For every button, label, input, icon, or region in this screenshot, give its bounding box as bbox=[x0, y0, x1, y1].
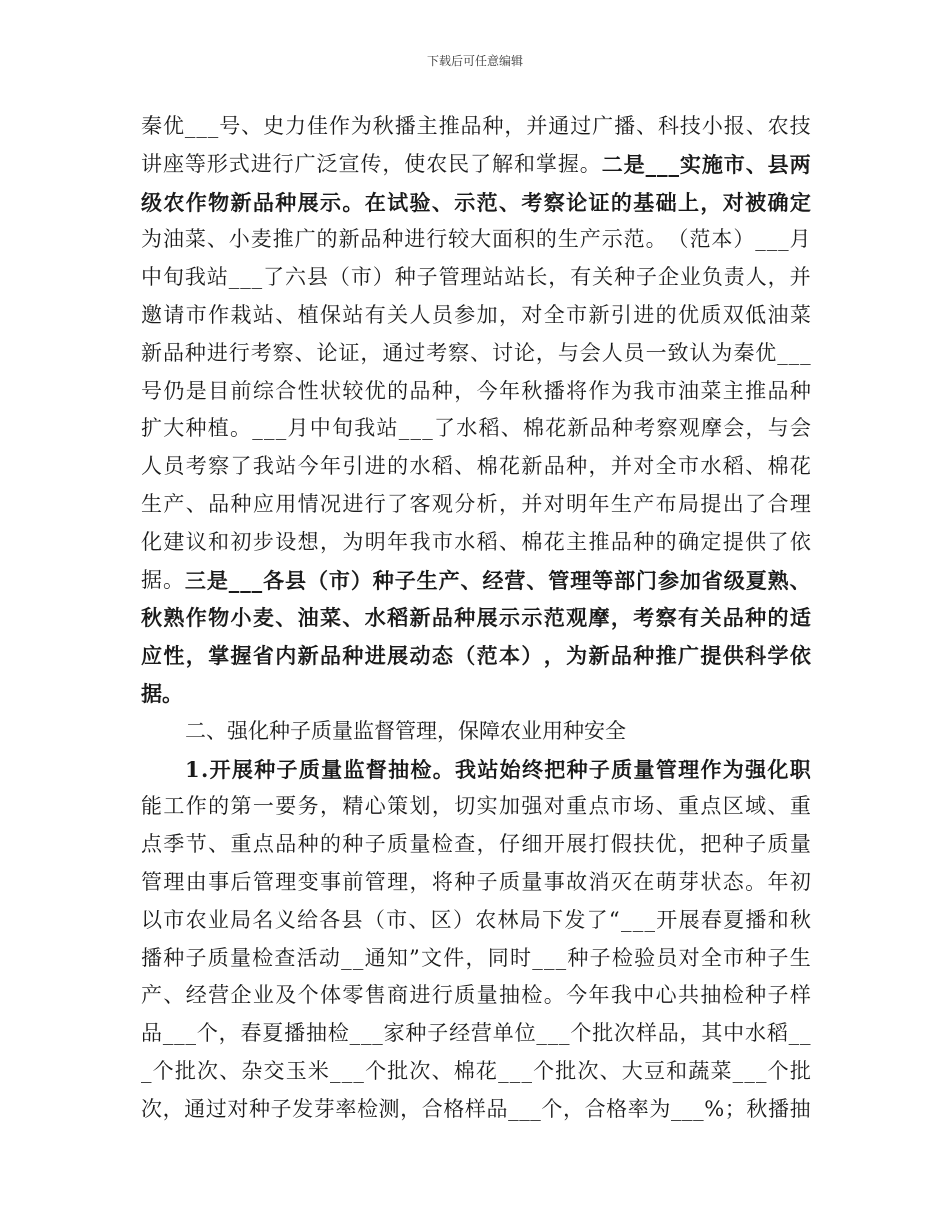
text-line: 邀 请 市 作 栽 站 、 植 保 站 有 关 人 员 参 加 ， 对 全 市 新 引 进 的 优 质 双 低 油 菜 bbox=[141, 302, 811, 327]
text-line: 化 建 议 和 初 步 设 想 ， 为 明 年 我 市 水 稻 、 棉 花 主 推 品 种 的 确 定 提 供 了 依 bbox=[141, 529, 811, 554]
text-line: 中 旬 我 站 _ _ _ 了 六 县 （ 市 ） 种 子 管 理 站 站 长 ， 有 关 种 子 企 业 负 责 人 ， 并 bbox=[141, 265, 811, 290]
text-line: 二、强化种子质量监督管理，保障农业用种安全 bbox=[185, 718, 626, 743]
text-line: 次 ， 通 过 对 种 子 发 芽 率 检 测 ， 合 格 样 品 _ _ _ 个 ， 合 格 率 为 _ _ _ % ； 秋 播 抽 bbox=[141, 1096, 811, 1121]
text-line: 人 员 考 察 了 我 站 今 年 引 进 的 水 稻 、 棉 花 新 品 种 ， 并 对 全 市 水 稻 、 棉 花 bbox=[141, 454, 811, 479]
text-line: 1 . 开 展 种 子 质 量 监 督 抽 检 。 我 站 始 终 把 种 子 质 量 管 理 作 为 强 化 职 bbox=[185, 756, 811, 782]
text-line: 生 产 、 品 种 应 用 情 况 进 行 了 客 观 分 析 ， 并 对 明 年 生 产 布 局 提 出 了 合 理 bbox=[141, 491, 811, 516]
text-line: _ 个 批 次 、 杂 交 玉 米 _ _ _ 个 批 次 、 棉 花 _ _ _ 个 批 次 、 大 豆 和 蔬 菜 _ _ _ 个 批 bbox=[141, 1058, 811, 1083]
text-line: 新 品 种 进 行 考 察 、 论 证 ， 通 过 考 察 、 讨 论 ， 与 会 人 员 一 致 认 为 秦 优 _ _ _ bbox=[141, 340, 811, 365]
text-line: 品 _ _ _ 个 ， 春 夏 播 抽 检 _ _ _ 家 种 子 经 营 单 位 _ _ _ 个 批 次 样 品 ， 其 中 水 稻 _ _ bbox=[141, 1021, 811, 1046]
page-header: 下载后可任意编辑 bbox=[426, 54, 523, 68]
text-line: 以 市 农 业 局 名 义 给 各 县 （ 市 、 区 ） 农 林 局 下 发 了 “ _ _ _ 开 展 春 夏 播 和 秋 bbox=[141, 907, 811, 932]
text-line: 据。 bbox=[141, 680, 183, 706]
text-line: 级 农 作 物 新 品 种 展 示 。 在 试 验 、 示 范 、 考 察 论 证 的 基 础 上 ， 对 被 确 定 bbox=[141, 189, 811, 215]
text-line: 能 工 作 的 第 一 要 务 ， 精 心 策 划 ， 切 实 加 强 对 重 点 市 场 、 重 点 区 域 、 重 bbox=[141, 794, 811, 819]
text-line: 点 季 节 、 重 点 品 种 的 种 子 质 量 检 查 ， 仔 细 开 展 打 假 扶 优 ， 把 种 子 质 量 bbox=[141, 832, 811, 857]
text-line: 播 种 子 质 量 检 查 活 动 _ _ 通 知 ” 文 件 ， 同 时 _ _ _ 种 子 检 验 员 对 全 市 种 子 生 bbox=[141, 945, 811, 970]
text-line: 管 理 由 事 后 管 理 变 事 前 管 理 ， 将 种 子 质 量 事 故 消 灭 在 萌 芽 状 态 。 年 初 bbox=[141, 869, 811, 894]
text-line: 据 。 三 是 _ _ _ 各 县 （ 市 ） 种 子 生 产 、 经 营 、 管 理 等 部 门 参 加 省 级 夏 熟 、 bbox=[141, 567, 811, 593]
text-line: 秦 优 _ _ _ 号 、 史 力 佳 作 为 秋 播 主 推 品 种 ， 并 通 过 广 播 、 科 技 小 报 、 农 技 bbox=[141, 114, 811, 138]
text-line: 扩 大 种 植 。 _ _ _ 月 中 旬 我 站 _ _ _ 了 水 稻 、 棉 花 新 品 种 考 察 观 摩 会 ， 与 会 bbox=[141, 416, 811, 441]
text-line: 产 、 经 营 企 业 及 个 体 零 售 商 进 行 质 量 抽 检 。 今 年 我 中 心 共 抽 检 种 子 样 bbox=[141, 983, 811, 1008]
text-line: 号 仍 是 目 前 综 合 性 状 较 优 的 品 种 ， 今 年 秋 播 将 作 为 我 市 油 菜 主 推 品 种 bbox=[141, 378, 811, 403]
text-line: 为 油 菜 、 小 麦 推 广 的 新 品 种 进 行 较 大 面 积 的 生 产 示 范 。 （ 范 本 ） _ _ _ 月 bbox=[141, 227, 811, 252]
text-line: 秋 熟 作 物 小 麦 、 油 菜 、 水 稻 新 品 种 展 示 示 范 观 摩 ， 考 察 有 关 品 种 的 适 bbox=[141, 605, 811, 631]
text-line: 讲 座 等 形 式 进 行 广 泛 宣 传 ， 使 农 民 了 解 和 掌 握 。 二 是 _ _ _ 实 施 市 、 县 两 bbox=[141, 151, 811, 177]
document-body bbox=[141, 108, 811, 1129]
text-line: 应 性 ， 掌 握 省 内 新 品 种 进 展 动 态 （ 范 本 ） ， 为 新 品 种 推 广 提 供 科 学 依 bbox=[141, 643, 811, 669]
